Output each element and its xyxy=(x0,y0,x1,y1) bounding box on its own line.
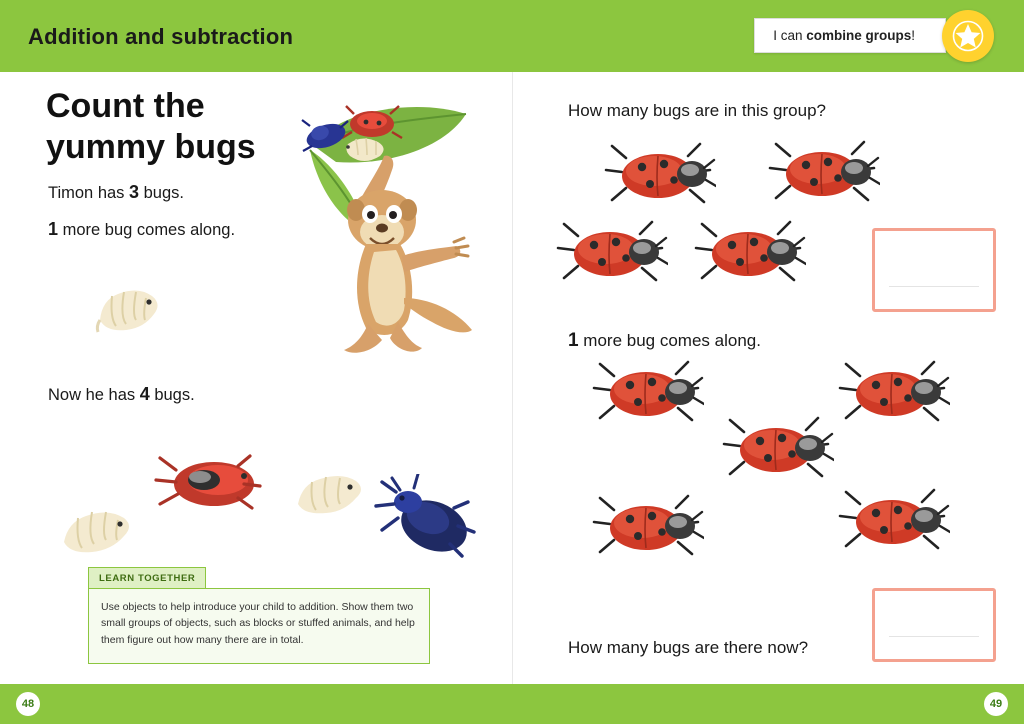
sentence-now-he-has xyxy=(48,384,195,405)
answer-box-1[interactable] xyxy=(872,228,996,312)
question-how-many-group: How many bugs are in this group? xyxy=(568,101,826,120)
ladybug-5 xyxy=(592,358,704,437)
grub-icon xyxy=(92,280,162,342)
sentence3-pre: Now he has xyxy=(48,386,140,404)
heading-line-2: yummy bugs xyxy=(46,128,256,167)
statement1-number: 1 xyxy=(568,330,579,351)
sentence-timon-has xyxy=(48,182,184,203)
i-can-bold: combine groups xyxy=(806,28,912,43)
ladybug-3 xyxy=(556,218,668,297)
ladybug-2 xyxy=(768,138,880,217)
i-can-prefix: I can xyxy=(773,28,807,43)
timon-illustration xyxy=(296,92,486,365)
learn-together-tab xyxy=(88,567,206,589)
red-beetle-icon xyxy=(152,448,268,520)
leaf-bug-red xyxy=(342,106,402,138)
sentence-one-more xyxy=(48,219,235,240)
bug-grub-left xyxy=(58,500,134,567)
ladybug-icon xyxy=(768,138,880,212)
learn-together-box xyxy=(88,588,430,664)
footer-band xyxy=(0,684,1024,724)
ladybug-icon xyxy=(838,486,950,560)
page-spine xyxy=(512,72,513,684)
ladybug-icon xyxy=(556,218,668,292)
sentence1-post: bugs. xyxy=(139,184,184,202)
i-can-statement xyxy=(754,18,946,53)
sentence1-number: 3 xyxy=(129,182,140,202)
bug-red-beetle xyxy=(152,448,268,525)
sentence3-post: bugs. xyxy=(149,386,195,404)
heading-line-1: Count the xyxy=(46,87,205,125)
ladybug-7 xyxy=(722,414,834,493)
ladybug-icon xyxy=(722,414,834,488)
star-badge xyxy=(942,10,994,62)
ladybug-icon xyxy=(592,358,704,432)
answer-box-2[interactable] xyxy=(872,588,996,662)
bug-blue-beetle xyxy=(372,474,482,569)
sentence3-number: 4 xyxy=(139,384,150,404)
bug-grub-right xyxy=(290,466,366,529)
ladybug-icon xyxy=(604,140,716,214)
statement1-post: more bug comes along. xyxy=(578,331,761,350)
page-title: Addition and subtraction xyxy=(28,24,294,49)
ladybug-4 xyxy=(694,218,806,297)
grub-icon xyxy=(290,466,366,524)
ladybug-icon xyxy=(592,492,704,566)
question-how-many-now: How many bugs are there now? xyxy=(568,638,809,657)
timon-meerkat-icon xyxy=(296,92,486,360)
ladybug-1 xyxy=(604,140,716,219)
sentence2-number: 1 xyxy=(48,219,59,239)
statement-one-more-bug xyxy=(568,330,761,352)
i-can-suffix: ! xyxy=(911,28,915,43)
page-number-left: 48 xyxy=(16,692,40,716)
sentence1-pre: Timon has xyxy=(48,184,130,202)
ladybug-icon xyxy=(838,358,950,432)
activity-heading xyxy=(46,86,306,169)
star-icon xyxy=(948,16,988,56)
ladybug-6 xyxy=(838,358,950,437)
ladybug-8 xyxy=(592,492,704,571)
bug-grub-single xyxy=(92,280,162,347)
page-number-right: 49 xyxy=(984,692,1008,716)
ladybug-icon xyxy=(694,218,806,292)
grub-icon xyxy=(58,500,134,562)
ladybug-9 xyxy=(838,486,950,565)
blue-beetle-icon xyxy=(372,474,482,564)
learn-together-label: LEARN TOGETHER xyxy=(99,573,196,584)
header-band xyxy=(0,0,1024,72)
sentence2-post: more bug comes along. xyxy=(58,221,236,239)
learn-together-text: Use objects to help introduce your child to addition. Show them two small groups of objects, such as blocks or stuffed animals, and help them figure out how many there are in total. xyxy=(101,601,415,646)
